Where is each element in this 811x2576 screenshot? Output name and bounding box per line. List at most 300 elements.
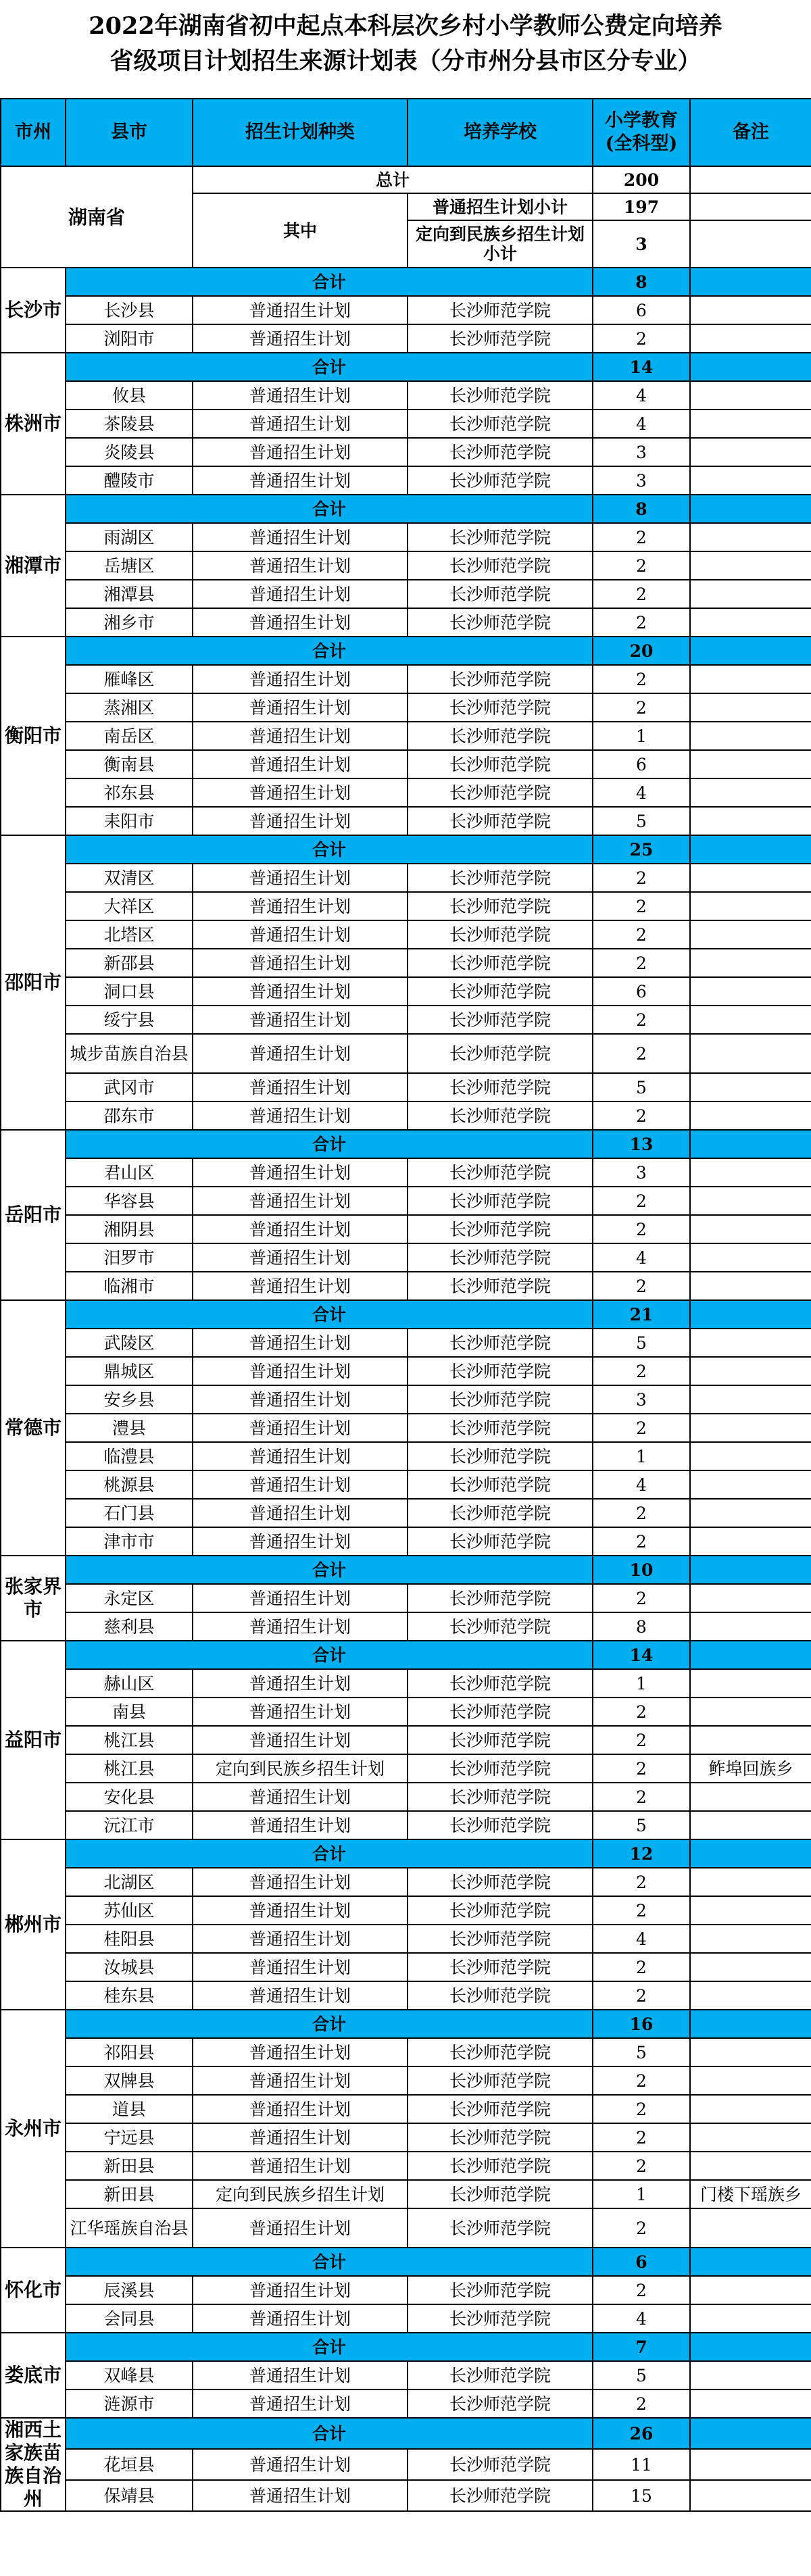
- plan-type-cell: 普通招生计划: [193, 1669, 408, 1698]
- table-row: [1, 1470, 811, 1499]
- plan-type-cell: 普通招生计划: [193, 2389, 408, 2418]
- quota-cell: 2: [593, 608, 690, 637]
- note-cell: [690, 1981, 811, 2010]
- subtotal-value: 13: [593, 1130, 690, 1158]
- city-subtotal-row: [1, 495, 811, 523]
- quota-cell: 6: [593, 750, 690, 778]
- subtotal-label: 合计: [66, 637, 593, 665]
- county-cell: 华容县: [66, 1187, 193, 1215]
- plan-type-cell: 定向到民族乡招生计划: [193, 1754, 408, 1783]
- note-cell: [690, 2304, 811, 2333]
- school-cell: 长沙师范学院: [408, 2304, 593, 2333]
- province-sub1-label: 普通招生计划小计: [408, 193, 593, 220]
- school-cell: 长沙师范学院: [408, 1811, 593, 1839]
- city-subtotal-row: [1, 1556, 811, 1584]
- county-cell: 苏仙区: [66, 1896, 193, 1925]
- header-major: 小学教育(全科型): [593, 99, 690, 166]
- header-type: 招生计划种类: [193, 99, 408, 166]
- county-cell: 桂阳县: [66, 1925, 193, 1953]
- quota-cell: 4: [593, 1925, 690, 1953]
- city-name: 湘西土家族苗族自治州: [1, 2418, 66, 2511]
- plan-type-cell: 普通招生计划: [193, 2095, 408, 2123]
- table-row: [1, 410, 811, 438]
- county-cell: 北湖区: [66, 1868, 193, 1896]
- school-cell: 长沙师范学院: [408, 2449, 593, 2480]
- note-cell: [690, 1783, 811, 1811]
- school-cell: 长沙师范学院: [408, 2038, 593, 2066]
- plan-type-cell: 普通招生计划: [193, 1101, 408, 1130]
- plan-type-cell: 普通招生计划: [193, 608, 408, 637]
- school-cell: 长沙师范学院: [408, 1101, 593, 1130]
- subtotal-note: [690, 268, 811, 296]
- table-row: [1, 693, 811, 722]
- quota-cell: 15: [593, 2480, 690, 2511]
- school-cell: 长沙师范学院: [408, 410, 593, 438]
- county-cell: 祁东县: [66, 778, 193, 807]
- province-sub2-value: 3: [593, 220, 690, 268]
- quota-cell: 2: [593, 1101, 690, 1130]
- county-cell: 桃源县: [66, 1470, 193, 1499]
- school-cell: 长沙师范学院: [408, 2389, 593, 2418]
- quota-cell: 5: [593, 2361, 690, 2389]
- quota-cell: 3: [593, 1158, 690, 1187]
- plan-type-cell: 普通招生计划: [193, 1726, 408, 1754]
- province-total-note: [690, 166, 811, 193]
- province-sub2-note: [690, 220, 811, 268]
- subtotal-label: 合计: [66, 1641, 593, 1669]
- school-cell: 长沙师范学院: [408, 1006, 593, 1034]
- quota-cell: 2: [593, 2152, 690, 2180]
- note-cell: [690, 1006, 811, 1034]
- plan-type-cell: 普通招生计划: [193, 1243, 408, 1272]
- table-row: [1, 807, 811, 835]
- quota-cell: 2: [593, 1357, 690, 1385]
- note-cell: [690, 1158, 811, 1187]
- city-subtotal-row: [1, 2010, 811, 2038]
- city-name: 长沙市: [1, 268, 66, 353]
- header-row: [1, 99, 811, 166]
- quota-cell: 2: [593, 1896, 690, 1925]
- plan-type-cell: 普通招生计划: [193, 1499, 408, 1527]
- city-name: 张家界市: [1, 1556, 66, 1641]
- plan-type-cell: 普通招生计划: [193, 1527, 408, 1556]
- plan-type-cell: 普通招生计划: [193, 864, 408, 892]
- note-cell: [690, 778, 811, 807]
- table-row: [1, 2066, 811, 2095]
- school-cell: 长沙师范学院: [408, 1726, 593, 1754]
- quota-cell: 2: [593, 949, 690, 977]
- county-cell: 湘乡市: [66, 608, 193, 637]
- county-cell: 临澧县: [66, 1442, 193, 1470]
- quota-cell: 2: [593, 1981, 690, 2010]
- school-cell: 长沙师范学院: [408, 1034, 593, 1073]
- table-row: [1, 1385, 811, 1414]
- note-cell: [690, 324, 811, 353]
- subtotal-note: [690, 637, 811, 665]
- school-cell: 长沙师范学院: [408, 1158, 593, 1187]
- subtotal-value: 8: [593, 495, 690, 523]
- school-cell: 长沙师范学院: [408, 1414, 593, 1442]
- plan-type-cell: 定向到民族乡招生计划: [193, 2180, 408, 2208]
- school-cell: 长沙师范学院: [408, 2208, 593, 2248]
- quota-cell: 4: [593, 1243, 690, 1272]
- note-cell: 鲊埠回族乡: [690, 1754, 811, 1783]
- table-row: [1, 1215, 811, 1243]
- school-cell: 长沙师范学院: [408, 807, 593, 835]
- note-cell: [690, 1698, 811, 1726]
- school-cell: 长沙师范学院: [408, 1896, 593, 1925]
- table-row: [1, 324, 811, 353]
- plan-type-cell: 普通招生计划: [193, 2152, 408, 2180]
- note-cell: [690, 1414, 811, 1442]
- plan-type-cell: 普通招生计划: [193, 1981, 408, 2010]
- county-cell: 石门县: [66, 1499, 193, 1527]
- table-row: [1, 1925, 811, 1953]
- quota-cell: 3: [593, 466, 690, 495]
- county-cell: 绥宁县: [66, 1006, 193, 1034]
- table-row: [1, 1187, 811, 1215]
- county-cell: 蒸湘区: [66, 693, 193, 722]
- school-cell: 长沙师范学院: [408, 1527, 593, 1556]
- plan-type-cell: 普通招生计划: [193, 2449, 408, 2480]
- note-cell: [690, 1187, 811, 1215]
- table-row: [1, 2480, 811, 2511]
- note-cell: [690, 1101, 811, 1130]
- note-cell: [690, 1243, 811, 1272]
- quota-cell: 2: [593, 2095, 690, 2123]
- subtotal-value: 16: [593, 2010, 690, 2038]
- city-subtotal-row: [1, 1641, 811, 1669]
- note-cell: [690, 2208, 811, 2248]
- plan-type-cell: 普通招生计划: [193, 1385, 408, 1414]
- subtotal-note: [690, 2418, 811, 2449]
- note-cell: [690, 1953, 811, 1981]
- note-cell: [690, 2095, 811, 2123]
- table-row: [1, 1034, 811, 1073]
- county-cell: 武陵区: [66, 1329, 193, 1357]
- plan-type-cell: 普通招生计划: [193, 2276, 408, 2304]
- plan-type-cell: 普通招生计划: [193, 1073, 408, 1101]
- school-cell: 长沙师范学院: [408, 1187, 593, 1215]
- quota-cell: 2: [593, 580, 690, 608]
- school-cell: 长沙师范学院: [408, 2276, 593, 2304]
- note-cell: [690, 1811, 811, 1839]
- subtotal-note: [690, 1300, 811, 1329]
- school-cell: 长沙师范学院: [408, 2066, 593, 2095]
- county-cell: 双峰县: [66, 2361, 193, 2389]
- city-subtotal-row: [1, 2333, 811, 2361]
- table-row: [1, 665, 811, 693]
- city-name: 株洲市: [1, 353, 66, 495]
- county-cell: 武冈市: [66, 1073, 193, 1101]
- county-cell: 永定区: [66, 1584, 193, 1612]
- city-subtotal-row: [1, 1130, 811, 1158]
- plan-type-cell: 普通招生计划: [193, 1414, 408, 1442]
- table-row: [1, 2095, 811, 2123]
- table-row: [1, 977, 811, 1006]
- plan-type-cell: 普通招生计划: [193, 722, 408, 750]
- school-cell: 长沙师范学院: [408, 2480, 593, 2511]
- note-cell: [690, 2152, 811, 2180]
- table-row: [1, 1357, 811, 1385]
- county-cell: 炎陵县: [66, 438, 193, 466]
- plan-type-cell: 普通招生计划: [193, 1329, 408, 1357]
- subtotal-note: [690, 1641, 811, 1669]
- province-name: 湖南省: [1, 166, 193, 268]
- county-cell: 津市市: [66, 1527, 193, 1556]
- note-cell: [690, 949, 811, 977]
- table-row: [1, 920, 811, 949]
- note-cell: [690, 2389, 811, 2418]
- note-cell: [690, 1442, 811, 1470]
- note-cell: [690, 750, 811, 778]
- table-row: [1, 778, 811, 807]
- quota-cell: 2: [593, 2066, 690, 2095]
- school-cell: 长沙师范学院: [408, 977, 593, 1006]
- county-cell: 洞口县: [66, 977, 193, 1006]
- subtotal-value: 26: [593, 2418, 690, 2449]
- table-row: [1, 1243, 811, 1272]
- city-subtotal-row: [1, 268, 811, 296]
- county-cell: 会同县: [66, 2304, 193, 2333]
- school-cell: 长沙师范学院: [408, 2361, 593, 2389]
- note-cell: [690, 2361, 811, 2389]
- quota-cell: 5: [593, 1329, 690, 1357]
- subtotal-label: 合计: [66, 1839, 593, 1868]
- header-note: 备注: [690, 99, 811, 166]
- county-cell: 新田县: [66, 2152, 193, 2180]
- county-cell: 岳塘区: [66, 551, 193, 580]
- plan-type-cell: 普通招生计划: [193, 693, 408, 722]
- subtotal-value: 6: [593, 2248, 690, 2276]
- table-row: [1, 750, 811, 778]
- table-row: [1, 864, 811, 892]
- subtotal-value: 8: [593, 268, 690, 296]
- note-cell: [690, 1726, 811, 1754]
- plan-type-cell: 普通招生计划: [193, 1925, 408, 1953]
- plan-type-cell: 普通招生计划: [193, 466, 408, 495]
- quota-cell: 2: [593, 2208, 690, 2248]
- quota-cell: 2: [593, 324, 690, 353]
- quota-cell: 1: [593, 1669, 690, 1698]
- county-cell: 江华瑶族自治县: [66, 2208, 193, 2248]
- note-cell: [690, 1584, 811, 1612]
- note-cell: [690, 1527, 811, 1556]
- county-cell: 辰溪县: [66, 2276, 193, 2304]
- table-row: [1, 722, 811, 750]
- county-cell: 鼎城区: [66, 1357, 193, 1385]
- note-cell: [690, 2066, 811, 2095]
- subtotal-value: 14: [593, 1641, 690, 1669]
- table-row: [1, 1669, 811, 1698]
- quota-cell: 2: [593, 1584, 690, 1612]
- city-subtotal-row: [1, 353, 811, 381]
- county-cell: 保靖县: [66, 2480, 193, 2511]
- quota-cell: 4: [593, 410, 690, 438]
- plan-type-cell: 普通招生计划: [193, 324, 408, 353]
- school-cell: 长沙师范学院: [408, 1442, 593, 1470]
- plan-type-cell: 普通招生计划: [193, 920, 408, 949]
- quota-cell: 2: [593, 1953, 690, 1981]
- school-cell: 长沙师范学院: [408, 864, 593, 892]
- subtotal-value: 10: [593, 1556, 690, 1584]
- table-row: [1, 1754, 811, 1783]
- note-cell: [690, 2449, 811, 2480]
- province-sub1-note: [690, 193, 811, 220]
- city-subtotal-row: [1, 2248, 811, 2276]
- subtotal-note: [690, 495, 811, 523]
- plan-type-cell: 普通招生计划: [193, 1357, 408, 1385]
- school-cell: 长沙师范学院: [408, 1243, 593, 1272]
- quota-cell: 6: [593, 296, 690, 324]
- plan-type-cell: 普通招生计划: [193, 1612, 408, 1641]
- school-cell: 长沙师范学院: [408, 1584, 593, 1612]
- school-cell: 长沙师范学院: [408, 778, 593, 807]
- plan-type-cell: 普通招生计划: [193, 438, 408, 466]
- plan-type-cell: 普通招生计划: [193, 1470, 408, 1499]
- school-cell: 长沙师范学院: [408, 1499, 593, 1527]
- school-cell: 长沙师范学院: [408, 1612, 593, 1641]
- school-cell: 长沙师范学院: [408, 1329, 593, 1357]
- school-cell: 长沙师范学院: [408, 1073, 593, 1101]
- note-cell: [690, 608, 811, 637]
- plan-type-cell: 普通招生计划: [193, 665, 408, 693]
- city-name: 常德市: [1, 1300, 66, 1556]
- note-cell: [690, 2038, 811, 2066]
- quota-cell: 2: [593, 2389, 690, 2418]
- quota-cell: 2: [593, 2276, 690, 2304]
- city-name: 娄底市: [1, 2333, 66, 2418]
- note-cell: [690, 1329, 811, 1357]
- county-cell: 长沙县: [66, 296, 193, 324]
- city-name: 湘潭市: [1, 495, 66, 637]
- plan-type-cell: 普通招生计划: [193, 1442, 408, 1470]
- quota-cell: 4: [593, 381, 690, 410]
- county-cell: 汨罗市: [66, 1243, 193, 1272]
- city-subtotal-row: [1, 2418, 811, 2449]
- title-block: [0, 0, 811, 88]
- subtotal-label: 合计: [66, 1556, 593, 1584]
- table-row: [1, 1698, 811, 1726]
- quota-cell: 2: [593, 1414, 690, 1442]
- note-cell: [690, 920, 811, 949]
- school-cell: 长沙师范学院: [408, 2180, 593, 2208]
- quota-cell: 11: [593, 2449, 690, 2480]
- table-row: [1, 1584, 811, 1612]
- school-cell: 长沙师范学院: [408, 523, 593, 551]
- note-cell: [690, 296, 811, 324]
- county-cell: 双清区: [66, 864, 193, 892]
- table-row: [1, 949, 811, 977]
- table-row: [1, 1726, 811, 1754]
- plan-type-cell: 普通招生计划: [193, 580, 408, 608]
- table-row: [1, 438, 811, 466]
- quota-cell: 5: [593, 1073, 690, 1101]
- subtotal-label: 合计: [66, 2248, 593, 2276]
- county-cell: 君山区: [66, 1158, 193, 1187]
- province-sub1-value: 197: [593, 193, 690, 220]
- quota-cell: 4: [593, 1470, 690, 1499]
- plan-type-cell: 普通招生计划: [193, 977, 408, 1006]
- subtotal-value: 12: [593, 1839, 690, 1868]
- quota-cell: 2: [593, 1215, 690, 1243]
- quota-cell: 2: [593, 892, 690, 920]
- plan-type-cell: 普通招生计划: [193, 1006, 408, 1034]
- plan-type-cell: 普通招生计划: [193, 2123, 408, 2152]
- quota-cell: 5: [593, 807, 690, 835]
- plan-type-cell: 普通招生计划: [193, 381, 408, 410]
- school-cell: 长沙师范学院: [408, 722, 593, 750]
- header-school: 培养学校: [408, 99, 593, 166]
- county-cell: 雨湖区: [66, 523, 193, 551]
- county-cell: 临湘市: [66, 1272, 193, 1300]
- county-cell: 邵东市: [66, 1101, 193, 1130]
- plan-type-cell: 普通招生计划: [193, 949, 408, 977]
- table-row: [1, 1953, 811, 1981]
- city-name: 怀化市: [1, 2248, 66, 2333]
- county-cell: 大祥区: [66, 892, 193, 920]
- plan-type-cell: 普通招生计划: [193, 750, 408, 778]
- subtotal-note: [690, 2333, 811, 2361]
- quota-cell: 2: [593, 1527, 690, 1556]
- note-cell: [690, 381, 811, 410]
- city-name: 益阳市: [1, 1641, 66, 1839]
- note-cell: [690, 1073, 811, 1101]
- note-cell: [690, 1868, 811, 1896]
- plan-table: [0, 98, 811, 2512]
- plan-type-cell: 普通招生计划: [193, 778, 408, 807]
- subtotal-note: [690, 1130, 811, 1158]
- note-cell: [690, 665, 811, 693]
- county-cell: 北塔区: [66, 920, 193, 949]
- plan-type-cell: 普通招生计划: [193, 2066, 408, 2095]
- note-cell: [690, 1034, 811, 1073]
- school-cell: 长沙师范学院: [408, 466, 593, 495]
- subtotal-value: 25: [593, 835, 690, 864]
- subtotal-value: 14: [593, 353, 690, 381]
- quota-cell: 2: [593, 1726, 690, 1754]
- quota-cell: 2: [593, 1034, 690, 1073]
- plan-type-cell: 普通招生计划: [193, 1187, 408, 1215]
- quota-cell: 2: [593, 665, 690, 693]
- quota-cell: 1: [593, 722, 690, 750]
- school-cell: 长沙师范学院: [408, 1669, 593, 1698]
- county-cell: 澧县: [66, 1414, 193, 1442]
- note-cell: [690, 1612, 811, 1641]
- note-cell: [690, 807, 811, 835]
- county-cell: 南县: [66, 1698, 193, 1726]
- plan-type-cell: 普通招生计划: [193, 2361, 408, 2389]
- quota-cell: 5: [593, 1811, 690, 1839]
- plan-type-cell: 普通招生计划: [193, 296, 408, 324]
- quota-cell: 2: [593, 1187, 690, 1215]
- plan-type-cell: 普通招生计划: [193, 807, 408, 835]
- province-total-label: 总计: [193, 166, 593, 193]
- plan-type-cell: 普通招生计划: [193, 1896, 408, 1925]
- school-cell: 长沙师范学院: [408, 381, 593, 410]
- county-cell: 湘阴县: [66, 1215, 193, 1243]
- county-cell: 沅江市: [66, 1811, 193, 1839]
- school-cell: 长沙师范学院: [408, 1925, 593, 1953]
- school-cell: 长沙师范学院: [408, 1754, 593, 1783]
- county-cell: 新田县: [66, 2180, 193, 2208]
- note-cell: [690, 2480, 811, 2511]
- table-row: [1, 466, 811, 495]
- province-total-value: 200: [593, 166, 690, 193]
- county-cell: 慈利县: [66, 1612, 193, 1641]
- table-row: [1, 2038, 811, 2066]
- province-total-row: [1, 166, 811, 193]
